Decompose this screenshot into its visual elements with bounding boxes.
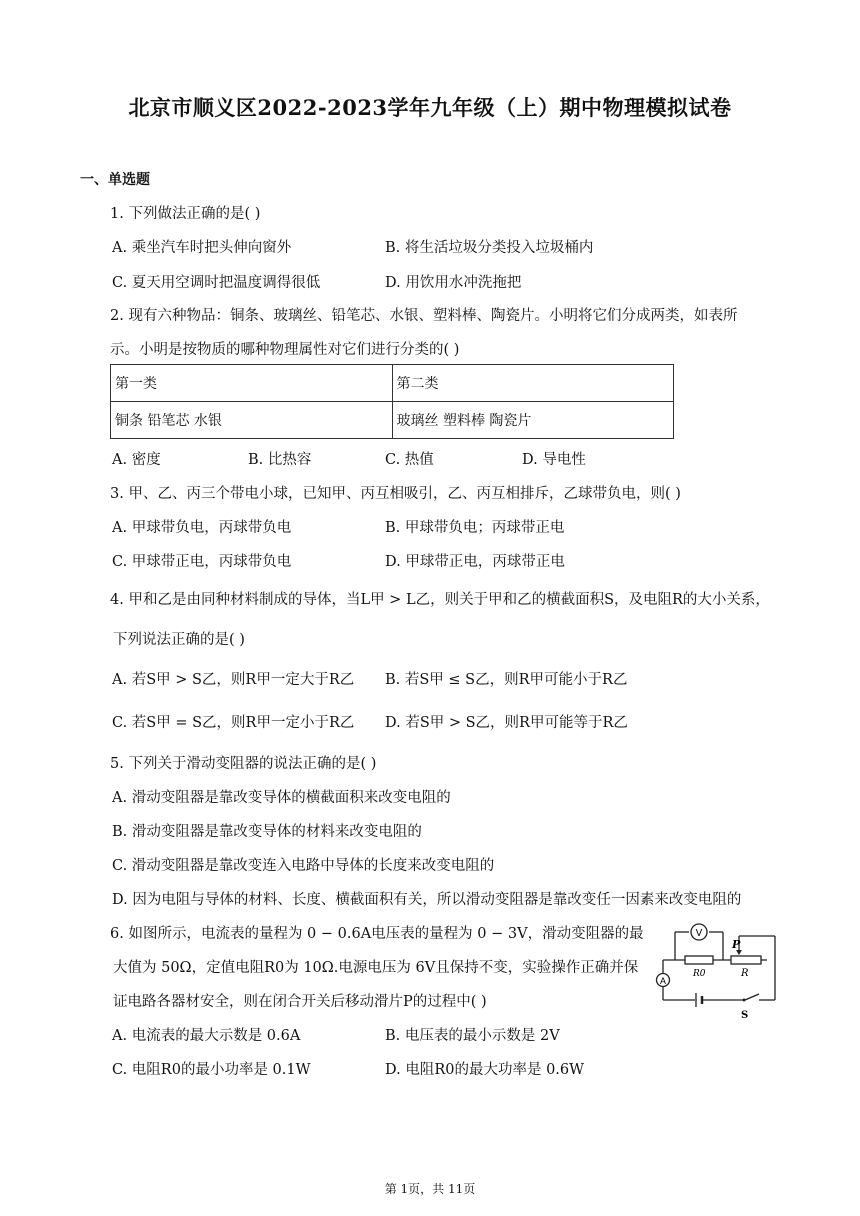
switch-icon bbox=[743, 999, 746, 1002]
q5-option-a: A. 滑动变阻器是靠改变导体的横截面积来改变电阻的 bbox=[112, 790, 451, 806]
page-title: 北京市顺义区2022-2023学年九年级（上）期中物理模拟试卷 bbox=[128, 95, 732, 120]
q1-option-c: C. 夏天用空调时把温度调得很低 bbox=[112, 275, 321, 291]
fixed-resistor-icon bbox=[685, 956, 713, 964]
q2-option-b: B. 比热容 bbox=[248, 452, 312, 468]
q4-option-d: D. 若S甲 > S乙，则R甲可能等于R乙 bbox=[385, 715, 628, 731]
section-heading: 一、单选题 bbox=[80, 172, 150, 188]
q2-option-c: C. 热值 bbox=[385, 452, 434, 468]
ammeter-label: A bbox=[659, 976, 667, 986]
question-4-stem-line1: 4. 甲和乙是由同种材料制成的导体，当L甲 > L乙，则关于甲和乙的横截面积S，及电阻R的大小关系， bbox=[110, 592, 770, 608]
question-1-stem: 1. 下列做法正确的是( ) bbox=[110, 206, 261, 222]
q4-option-c: C. 若S甲 = S乙，则R甲一定小于R乙 bbox=[112, 715, 355, 731]
q5-option-d: D. 因为电阻与导体的材料、长度、横截面积有关，所以滑动变阻器是靠改变任一因素来改变电阻的 bbox=[112, 892, 742, 908]
q6-option-b: B. 电压表的最小示数是 2V bbox=[385, 1028, 560, 1044]
q3-option-d: D. 甲球带正电，丙球带正电 bbox=[385, 554, 565, 570]
slider-label: P bbox=[732, 938, 741, 951]
q5-option-c: C. 滑动变阻器是靠改变连入电路中导体的长度来改变电阻的 bbox=[112, 858, 495, 874]
question-6-stem-line1: 6. 如图所示，电流表的量程为 0 − 0.6A电压表的量程为 0 − 3V，滑动变阻器的最 bbox=[110, 926, 644, 942]
switch-label: S bbox=[741, 1010, 749, 1021]
q3-option-c: C. 甲球带正电，丙球带负电 bbox=[112, 554, 292, 570]
table-header-cell: 第二类 bbox=[392, 365, 674, 402]
q4-option-a: A. 若S甲 > S乙，则R甲一定大于R乙 bbox=[112, 672, 355, 688]
q2-option-d: D. 导电性 bbox=[522, 452, 586, 468]
classification-table bbox=[110, 364, 674, 439]
q6-option-a: A. 电流表的最大示数是 0.6A bbox=[112, 1028, 301, 1044]
q3-option-b: B. 甲球带负电；丙球带正电 bbox=[385, 520, 565, 536]
question-4-stem-line2: 下列说法正确的是( ) bbox=[113, 632, 245, 648]
fixed-resistor-label: R0 bbox=[693, 969, 706, 979]
question-2-stem-line1: 2. 现有六种物品：铜条、玻璃丝、铅笔芯、水银、塑料棒、陶瓷片。小明将它们分成两类，如表所 bbox=[110, 308, 738, 324]
q1-option-b: B. 将生活垃圾分类投入垃圾桶内 bbox=[385, 240, 594, 256]
question-5-stem: 5. 下列关于滑动变阻器的说法正确的是( ) bbox=[110, 756, 377, 772]
table-header-row bbox=[111, 365, 674, 402]
question-6-stem-line3: 证电路各器材安全，则在闭合开关后移动滑片P的过程中( ) bbox=[113, 994, 487, 1010]
question-3-stem: 3. 甲、乙、丙三个带电小球，已知甲、丙互相吸引，乙、丙互相排斥，乙球带负电，则( ) bbox=[110, 486, 681, 502]
table-cell: 铜条 铅笔芯 水银 bbox=[111, 402, 393, 439]
circuit-diagram bbox=[655, 922, 785, 1022]
q1-option-d: D. 用饮用水冲洗拖把 bbox=[385, 275, 522, 291]
q2-option-a: A. 密度 bbox=[112, 452, 161, 468]
rheostat-icon bbox=[731, 956, 761, 964]
voltmeter-label: V bbox=[695, 928, 703, 939]
question-2-stem-line2: 示。小明是按物质的哪种物理属性对它们进行分类的( ) bbox=[110, 342, 460, 358]
q5-option-b: B. 滑动变阻器是靠改变导体的材料来改变电阻的 bbox=[112, 824, 422, 840]
table-header-cell: 第一类 bbox=[111, 365, 393, 402]
q4-option-b: B. 若S甲 ≤ S乙，则R甲可能小于R乙 bbox=[385, 672, 628, 688]
page-footer: 第 1页，共 11页 bbox=[384, 1182, 476, 1196]
rheostat-label: R bbox=[741, 968, 749, 979]
q6-option-c: C. 电阻R0的最小功率是 0.1W bbox=[112, 1062, 311, 1078]
q1-option-a: A. 乘坐汽车时把头伸向窗外 bbox=[112, 240, 292, 256]
question-6-stem-line2: 大值为 50Ω，定值电阻R0为 10Ω.电源电压为 6V且保持不变，实验操作正确并保 bbox=[113, 960, 639, 976]
q6-option-d: D. 电阻R0的最大功率是 0.6W bbox=[385, 1062, 585, 1078]
q3-option-a: A. 甲球带负电，丙球带负电 bbox=[112, 520, 292, 536]
table-row bbox=[111, 402, 674, 439]
table-cell: 玻璃丝 塑料棒 陶瓷片 bbox=[392, 402, 674, 439]
